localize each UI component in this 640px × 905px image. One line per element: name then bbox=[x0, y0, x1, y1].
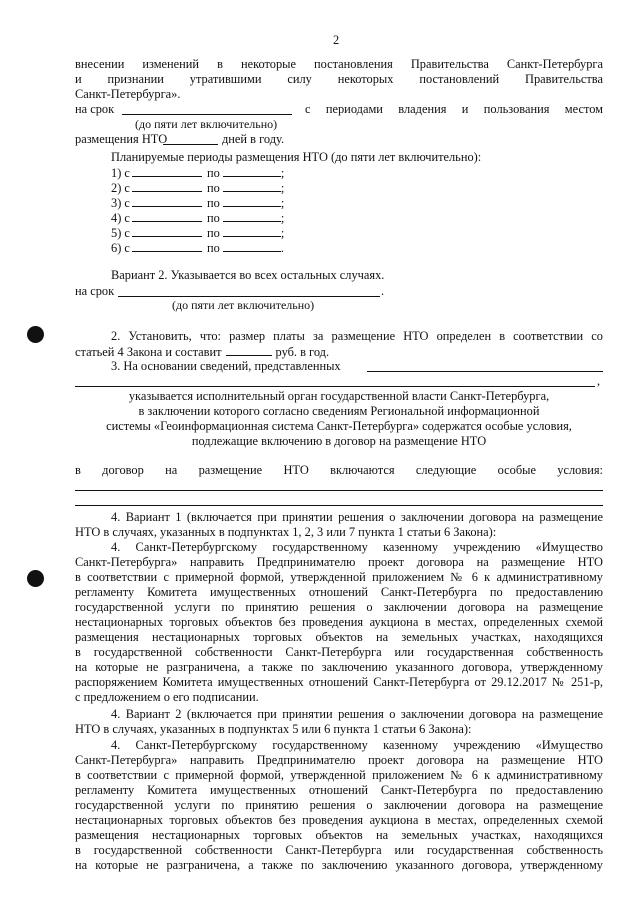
v2-line-6: регламенту Комитета имущественных отношений Санкт-Петербурга по предоставлению bbox=[75, 783, 603, 797]
v1-line-11: на которые не разграничена, а также по заключению указанного договора, утвержденному bbox=[75, 660, 603, 674]
item2-line-1: 2. Установить, что: размер платы за размещение НТО определен в соответствии со bbox=[111, 329, 603, 343]
days-blank bbox=[163, 144, 218, 145]
intro-line-1: внесении изменений в некоторые постановления Правительства Санкт-Петербурга bbox=[75, 57, 603, 71]
period-po: по bbox=[207, 211, 220, 225]
days-suffix: дней в году. bbox=[222, 132, 285, 146]
period-start-blank bbox=[132, 165, 202, 177]
v1-line-9: размещения нестационарных торговых объектов на земельных участках, находящихся bbox=[75, 630, 603, 644]
period-po: по bbox=[207, 181, 220, 195]
term-prefix: на срок bbox=[75, 102, 115, 116]
page-number: 2 bbox=[333, 33, 340, 47]
period-row bbox=[111, 225, 284, 241]
period-end-blank bbox=[223, 195, 281, 207]
v2-line-7: государственной услуги по принятию решения о заключении договора на размещение bbox=[75, 798, 603, 812]
period-end-blank bbox=[223, 165, 281, 177]
item3-centered-3: системы «Геоинформационная система Санкт-Петербурга» содержатся особые условия, bbox=[106, 419, 572, 433]
period-row bbox=[111, 195, 284, 211]
item3-line-1: 3. На основании сведений, представленных bbox=[111, 359, 341, 373]
item3-line-2-end: , bbox=[597, 374, 601, 388]
period-po: по bbox=[207, 241, 220, 255]
v1-line-2: НТО в случаях, указанных в подпунктах 1, 2, 3 или 7 пункта 1 статьи 6 Закона): bbox=[75, 525, 497, 539]
period-end-punct: ; bbox=[280, 166, 285, 180]
special-conditions-blank-2 bbox=[75, 505, 603, 506]
v2-line-4: Санкт-Петербурга» направить Предпринимателю проект договора на размещение НТО bbox=[75, 753, 603, 767]
period-number: 5) с bbox=[111, 226, 130, 240]
period-end-punct: ; bbox=[280, 196, 285, 210]
v2-line-2: НТО в случаях, указанных в подпунктах 5 или 6 пункта 1 статьи 6 Закона): bbox=[75, 722, 472, 736]
v2-line-10: в государственной собственности Санкт-Петербурга или государственная собственность bbox=[75, 843, 603, 857]
variant2-title: Вариант 2. Указывается во всех остальных случаях. bbox=[111, 268, 385, 282]
v1-line-10: в государственной собственности Санкт-Петербурга или государственная собственность bbox=[75, 645, 603, 659]
item2-line-2 bbox=[75, 344, 329, 360]
v1-line-13: с предложением о его подписании. bbox=[75, 690, 259, 704]
v1-line-4: Санкт-Петербурга» направить Предпринимателю проект договора на размещение НТО bbox=[75, 555, 603, 569]
item3-centered-1: указывается исполнительный орган государственной власти Санкт-Петербурга, bbox=[128, 389, 550, 403]
v2-line-11: на которые не разграничена, а также по заключению указанного договора, утвержденному bbox=[75, 858, 603, 872]
period-end-blank bbox=[223, 240, 281, 252]
period-number: 3) с bbox=[111, 196, 130, 210]
period-start-blank bbox=[132, 180, 202, 192]
special-conditions-line: в договор на размещение НТО включаются следующие особые условия: bbox=[75, 463, 603, 477]
period-po: по bbox=[207, 226, 220, 240]
fee-blank bbox=[226, 344, 272, 356]
v2-line-5: в соответствии с примерной формой, утвержденной приложением № 6 к административному bbox=[75, 768, 603, 782]
days-prefix: размещения НТО bbox=[75, 132, 168, 146]
term-hint: (до пяти лет включительно) bbox=[135, 117, 278, 131]
item3-blank-2 bbox=[75, 386, 595, 387]
period-po: по bbox=[207, 166, 220, 180]
period-end-punct: . bbox=[280, 241, 284, 255]
period-row bbox=[111, 180, 284, 196]
v2-line-3: 4. Санкт-Петербургскому государственному казенному учреждению «Имущество bbox=[111, 738, 603, 752]
period-number: 6) с bbox=[111, 241, 130, 255]
period-end-blank bbox=[223, 180, 281, 192]
period-number: 2) с bbox=[111, 181, 130, 195]
special-conditions-blank-1 bbox=[75, 490, 603, 491]
v1-line-3: 4. Санкт-Петербургскому государственному казенному учреждению «Имущество bbox=[111, 540, 603, 554]
period-start-blank bbox=[132, 210, 202, 222]
v1-line-12: распоряжением Комитета имущественных отношений Санкт-Петербурга от 29.12.2017 № 251-р, bbox=[75, 675, 603, 689]
punch-hole bbox=[27, 326, 44, 343]
item3-centered-2: в заключении которого согласно сведениям Региональной информационной bbox=[138, 404, 540, 418]
v1-line-8: нестационарных торговых объектов без проведения аукциона в местах, определенных схемой bbox=[75, 615, 603, 629]
period-end-blank bbox=[223, 225, 281, 237]
term-blank bbox=[122, 114, 292, 115]
period-number: 4) с bbox=[111, 211, 130, 225]
v1-line-6: регламенту Комитета имущественных отношений Санкт-Петербурга по предоставлению bbox=[75, 585, 603, 599]
item3-centered-4: подлежащие включению в договор на размещение НТО bbox=[191, 434, 487, 448]
period-end-punct: ; bbox=[280, 211, 285, 225]
period-start-blank bbox=[132, 225, 202, 237]
v1-line-1: 4. Вариант 1 (включается при принятии решения о заключении договора на размещение bbox=[111, 510, 603, 524]
variant2-term-blank bbox=[118, 296, 380, 297]
period-row bbox=[111, 240, 284, 256]
v1-line-5: в соответствии с примерной формой, утвержденной приложением № 6 к административному bbox=[75, 570, 603, 584]
period-row bbox=[111, 165, 284, 181]
intro-line-2: и признании утратившими силу некоторых постановлений Правительства bbox=[75, 72, 603, 86]
period-end-punct: ; bbox=[280, 181, 285, 195]
v2-line-1: 4. Вариант 2 (включается при принятии решения о заключении договора на размещение bbox=[111, 707, 603, 721]
fee-suffix: руб. в год. bbox=[275, 345, 330, 359]
period-end-blank bbox=[223, 210, 281, 222]
period-number: 1) с bbox=[111, 166, 130, 180]
fee-prefix: статьей 4 Закона и составит bbox=[75, 345, 222, 359]
v2-line-8: нестационарных торговых объектов без проведения аукциона в местах, определенных схемой bbox=[75, 813, 603, 827]
v1-line-7: государственной услуги по принятию решения о заключении договора на размещение bbox=[75, 600, 603, 614]
period-row bbox=[111, 210, 284, 226]
period-start-blank bbox=[132, 195, 202, 207]
period-start-blank bbox=[132, 240, 202, 252]
v2-line-9: размещения нестационарных торговых объектов на земельных участках, находящихся bbox=[75, 828, 603, 842]
variant2-term-end: . bbox=[381, 284, 385, 298]
punch-hole bbox=[27, 570, 44, 587]
period-end-punct: ; bbox=[280, 226, 285, 240]
variant2-term-prefix: на срок bbox=[75, 284, 115, 298]
term-suffix: с периодами владения и пользования местом bbox=[305, 102, 603, 116]
period-po: по bbox=[207, 196, 220, 210]
variant2-hint: (до пяти лет включительно) bbox=[172, 298, 315, 312]
intro-line-3: Санкт-Петербурга». bbox=[75, 87, 181, 101]
periods-title: Планируемые периоды размещения НТО (до пяти лет включительно): bbox=[111, 150, 482, 164]
item3-blank-1 bbox=[367, 371, 603, 372]
